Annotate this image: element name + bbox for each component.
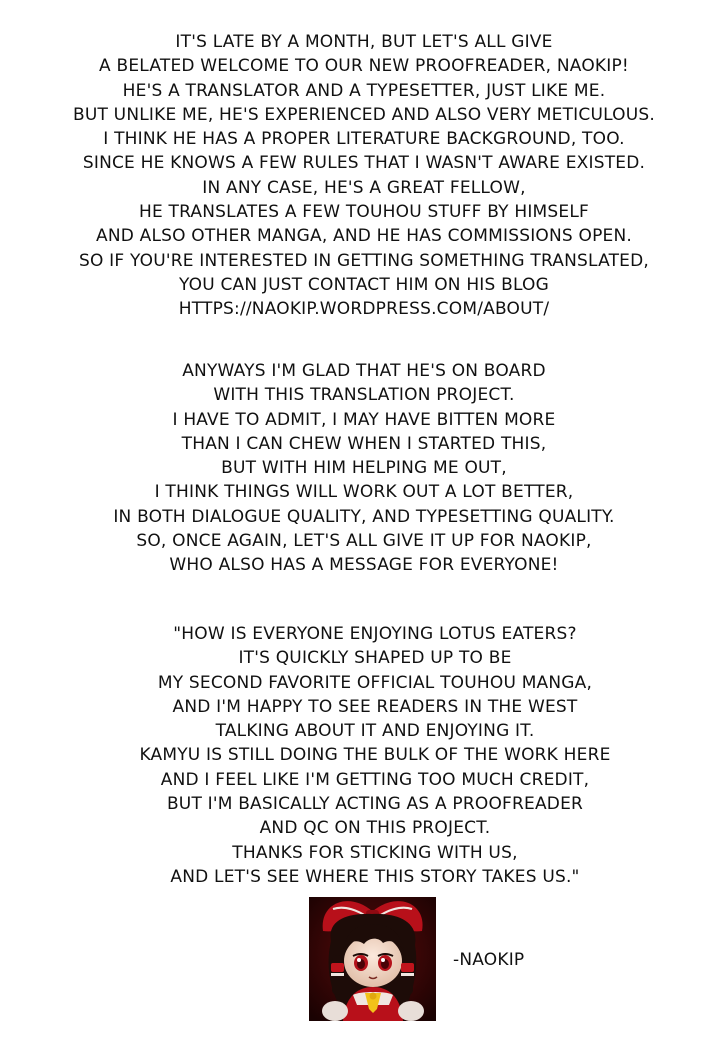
text-line: A BELATED WELCOME TO OUR NEW PROOFREADER, NAOKIP! <box>99 56 629 77</box>
text-line: BUT WITH HIM HELPING ME OUT, <box>221 458 507 479</box>
text-line: TALKING ABOUT IT AND ENJOYING IT. <box>215 721 535 742</box>
text-line: BUT UNLIKE ME, HE'S EXPERIENCED AND ALSO VERY METICULOUS. <box>72 104 655 125</box>
middle-paragraph <box>10 359 718 578</box>
text-line: I THINK HE HAS A PROPER LITERATURE BACKGROUND, TOO. <box>103 129 625 150</box>
text-line: IT'S LATE BY A MONTH, BUT LET'S ALL GIVE <box>175 32 553 52</box>
text-line: IT'S QUICKLY SHAPED UP TO BE <box>238 648 512 669</box>
text-line: THAN I CAN CHEW WHEN I STARTED THIS, <box>181 433 547 454</box>
text-line: HE TRANSLATES A FEW TOUHOU STUFF BY HIMSELF <box>139 202 589 223</box>
text-line: ANYWAYS I'M GLAD THAT HE'S ON BOARD <box>182 361 546 381</box>
text-line: AND ALSO OTHER MANGA, AND HE HAS COMMISSIONS OPEN. <box>95 226 632 247</box>
signature: -NAOKIP <box>453 950 525 970</box>
text-line: SO IF YOU'RE INTERESTED IN GETTING SOMETHING TRANSLATED, <box>78 250 650 271</box>
text-line: SINCE HE KNOWS A FEW RULES THAT I WASN'T AWARE EXISTED. <box>82 153 646 174</box>
text-line: IN BOTH DIALOGUE QUALITY, AND TYPESETTING QUALITY. <box>113 506 615 527</box>
blog-url-text: HTTPS://NAOKIP.WORDPRESS.COM/ABOUT/ <box>178 299 550 320</box>
text-line: SO, ONCE AGAIN, LET'S ALL GIVE IT UP FOR NAOKIP, <box>136 531 592 552</box>
reimu-plush-portrait <box>309 897 436 1021</box>
text-line: WITH THIS TRANSLATION PROJECT. <box>213 385 515 406</box>
text-line: "HOW IS EVERYONE ENJOYING LOTUS EATERS? <box>173 624 577 644</box>
text-line: BUT I'M BASICALLY ACTING AS A PROOFREADER <box>166 794 584 815</box>
text-line: MY SECOND FAVORITE OFFICIAL TOUHOU MANGA, <box>157 672 593 693</box>
text-line: I THINK THINGS WILL WORK OUT A LOT BETTER, <box>154 482 574 503</box>
text-line: AND QC ON THIS PROJECT. <box>259 818 491 839</box>
text-line: WHO ALSO HAS A MESSAGE FOR EVERYONE! <box>169 555 559 576</box>
text-line: IN ANY CASE, HE'S A GREAT FELLOW, <box>202 177 526 198</box>
reimu-plush-icon <box>309 897 436 1021</box>
text-line: AND I FEEL LIKE I'M GETTING TOO MUCH CREDIT, <box>160 769 590 790</box>
text-line: AND LET'S SEE WHERE THIS STORY TAKES US." <box>170 866 580 887</box>
intro-paragraph <box>10 30 718 322</box>
text-line: AND I'M HAPPY TO SEE READERS IN THE WEST <box>172 696 578 717</box>
text-line: YOU CAN JUST CONTACT HIM ON HIS BLOG <box>178 274 549 295</box>
text-line: HE'S A TRANSLATOR AND A TYPESETTER, JUST LIKE ME. <box>122 80 606 101</box>
text-line: KAMYU IS STILL DOING THE BULK OF THE WORK HERE <box>139 745 611 766</box>
text-line: THANKS FOR STICKING WITH US, <box>232 842 518 863</box>
message-paragraph <box>90 622 660 889</box>
text-line: I HAVE TO ADMIT, I MAY HAVE BITTEN MORE <box>172 409 556 430</box>
